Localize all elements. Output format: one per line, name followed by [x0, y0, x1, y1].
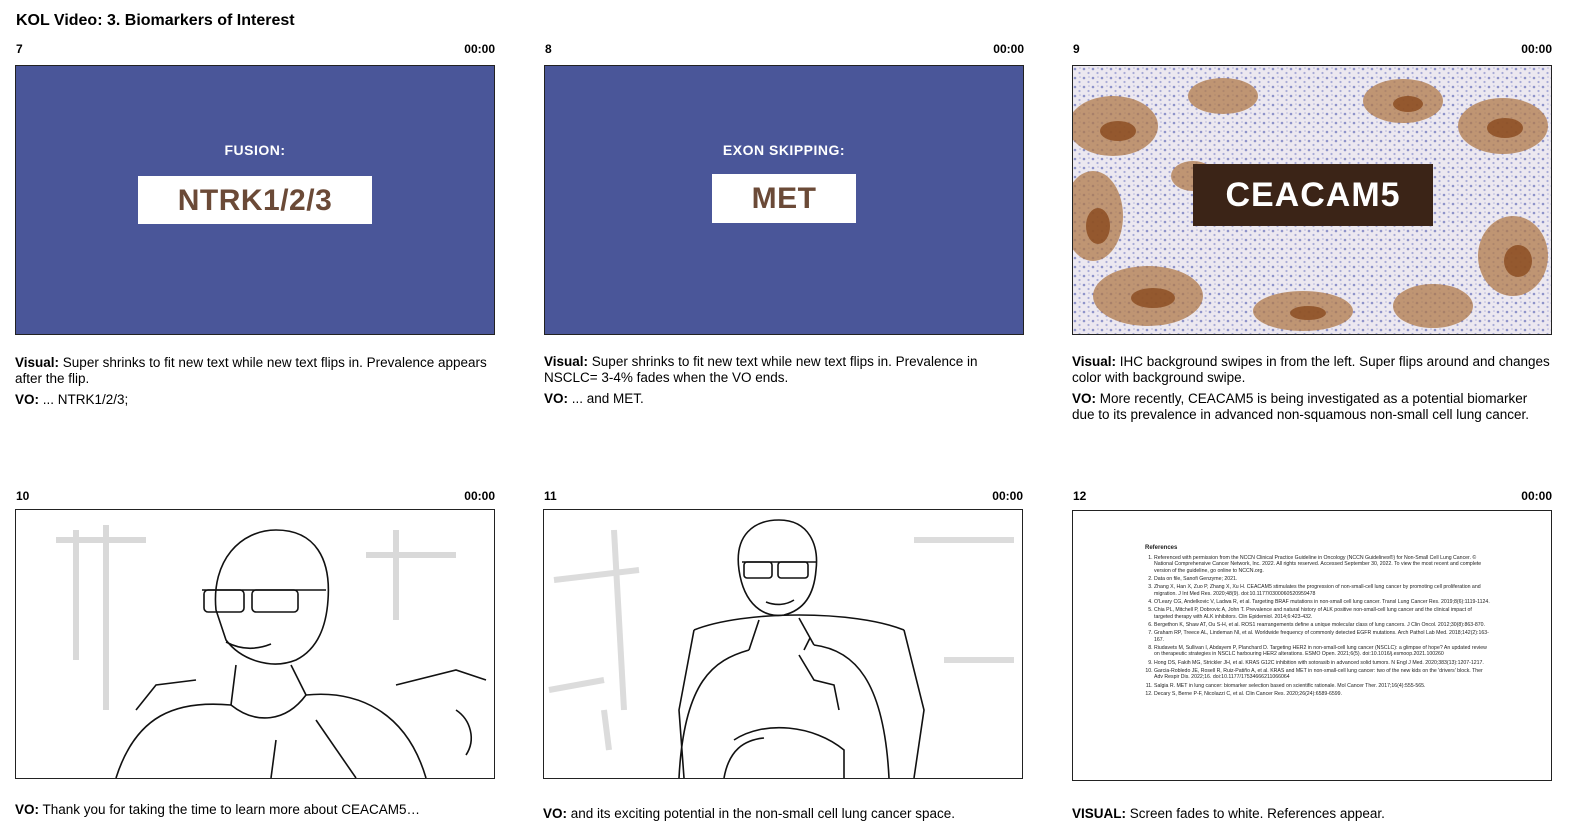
- reference-item: 9. Hong DS, Fakih MG, Strickler JH, et al. KRAS G12C inhibition with sotorasib in advanced solid tumors. N Engl J Med. 2020;383(13):1207-1217.: [1154, 660, 1490, 666]
- panel-description: [1072, 354, 1552, 428]
- reference-item: 4. O'Leary CG, Andelkovic V, Ladwa R, et al. Targeting BRAF mutations in non-small cell lung cancer. Transl Lung Cancer Res. 2019;8(6):1119-1124.: [1154, 599, 1490, 605]
- panel-frame-ihc-image: [1072, 65, 1552, 335]
- storyboard-panel-10: [15, 489, 495, 817]
- super-label: FUSION:: [224, 142, 286, 158]
- interview-sketch-illustration: [544, 510, 1022, 778]
- storyboard-panel-8: [544, 42, 1024, 406]
- reference-item: 2. Data on file, Sanofi Genzyme; 2021.: [1154, 576, 1490, 582]
- super-value-box: NTRK1/2/3: [138, 176, 372, 224]
- reference-item: 5. Chia PL, Mitchell P, Dobrovic A, John T. Prevalence and natural history of ALK positive non-small-cell lung cancer and the clinical impact of targeted therapy with ALK inhibitors. Clin Epidemiol. 2014;6:423-432.: [1154, 607, 1490, 619]
- references-heading: References: [1145, 545, 1178, 551]
- panel-frame: [15, 65, 495, 335]
- visual-note: Visual: IHC background swipes in from the left. Super flips around and changes color with background swipe.: [1072, 354, 1550, 385]
- panel-timecode: 00:00: [1521, 42, 1552, 56]
- panel-header: [15, 489, 495, 505]
- reference-item: 10. Garcia-Robledo JE, Rosell R, Ruiz-Patiño A, et al. KRAS and MET in non-small-cell lung cancer: two of the new kids on the 'drivers' block. Ther Adv Respir Dis. 2022;16. doi:10.1177/17534666211066064: [1154, 668, 1490, 680]
- panel-header: [543, 489, 1023, 505]
- panel-frame-sketch: [543, 509, 1023, 779]
- panel-number: 12: [1073, 489, 1087, 503]
- panel-timecode: 00:00: [1521, 489, 1552, 503]
- vo-note: VO: and its exciting potential in the non-small cell lung cancer space.: [543, 806, 955, 821]
- panel-timecode: 00:00: [464, 489, 495, 503]
- reference-item: 12. Decary S, Berne P-F, Nicolazzi C, et al. Clin Cancer Res. 2020;26(24):6589-6599.: [1154, 691, 1490, 697]
- vo-note: VO: ... NTRK1/2/3;: [15, 392, 129, 407]
- panel-description: [15, 355, 495, 413]
- panel-number: 10: [16, 489, 30, 503]
- panel-description: [1072, 806, 1552, 827]
- visual-note: Visual: Super shrinks to fit new text while new text flips in. Prevalence appears after the flip.: [15, 355, 487, 386]
- reference-item: 6. Bergethon K, Shaw AT, Ou S-H, et al. ROS1 rearrangements define a unique molecular class of lung cancers. J Clin Oncol. 2012;30(8):863-870.: [1154, 622, 1490, 628]
- panel-header: [1072, 489, 1552, 505]
- super-value-box: CEACAM5: [1193, 164, 1433, 226]
- reference-item: 7. Graham RP, Treece AL, Lindeman NI, et al. Worldwide frequency of commonly detected EGFR mutations. Arch Pathol Lab Med. 2018;142(2):163-167.: [1154, 630, 1490, 642]
- panel-number: 11: [544, 489, 557, 503]
- panel-number: 9: [1073, 42, 1080, 56]
- page-title: KOL Video: 3. Biomarkers of Interest: [16, 12, 295, 29]
- panel-description: [543, 806, 1023, 827]
- reference-item: 1. Referenced with permission from the NCCN Clinical Practice Guideline in Oncology (NCCN Guidelines®) for Non-Small Cell Lung Cancer. © National Comprehensive Cancer Network, Inc. 2022. All rights reserved. Accessed September 30, 2022. To view the most recent and complete version of the guideline, go online to NCCN.org.: [1154, 555, 1490, 574]
- vo-note: VO: More recently, CEACAM5 is being investigated as a potential biomarker due to its prevalence in advanced non-squamous non-small cell lung cancer.: [1072, 391, 1530, 422]
- panel-timecode: 00:00: [464, 42, 495, 56]
- vo-note: VO: ... and MET.: [544, 391, 644, 406]
- panel-number: 7: [16, 42, 23, 56]
- vo-note: VO: Thank you for taking the time to learn more about CEACAM5…: [15, 802, 420, 817]
- panel-description: [15, 802, 495, 823]
- panel-description: [544, 354, 1024, 412]
- panel-timecode: 00:00: [992, 489, 1023, 503]
- storyboard-panel-12: [1072, 489, 1552, 821]
- references-list: [1145, 555, 1490, 697]
- panel-header: [1072, 42, 1552, 58]
- panel-timecode: 00:00: [993, 42, 1024, 56]
- reference-item: 11. Salgia R. MET in lung cancer: biomarker selection based on scientific rationale. Mol Cancer Ther. 2017;16(4):555-565.: [1154, 683, 1490, 689]
- panel-frame: [544, 65, 1024, 335]
- panel-header: [15, 42, 495, 58]
- interview-sketch-illustration: [16, 510, 494, 778]
- super-label: EXON SKIPPING:: [722, 142, 846, 158]
- reference-item: 3. Zhang X, Han X, Zuo P, Zhang X, Xu H. CEACAM5 stimulates the progression of non-small-cell lung cancer by promoting cell proliferation and migration. J Int Med Res. 2020;48(9). doi:10.1177/0300060520959478: [1154, 584, 1490, 596]
- references-slide: [1145, 545, 1490, 699]
- visual-note: VISUAL: Screen fades to white. References appear.: [1072, 806, 1385, 821]
- storyboard-panel-11: [543, 489, 1023, 821]
- panel-header: [544, 42, 1024, 58]
- storyboard-panel-9: [1072, 42, 1552, 422]
- panel-frame-references: [1072, 510, 1552, 781]
- panel-number: 8: [545, 42, 552, 56]
- visual-note: Visual: Super shrinks to fit new text while new text flips in. Prevalence in NSCLC= 3-4% fades when the VO ends.: [544, 354, 978, 385]
- panel-frame-sketch: [15, 509, 495, 779]
- storyboard-panel-7: [15, 42, 495, 407]
- super-value-box: MET: [712, 174, 856, 223]
- reference-item: 8. Riudavets M, Sullivan I, Abdayem P, Planchard D. Targeting HER2 in non-small-cell lung cancer (NSCLC): a glimpse of hope? An updated review on therapeutic strategies in NSCLC harbouring HER2 alterations. ESMO Open. 2021;6(5). doi:10.1016/j.esmoop.2021.100260: [1154, 645, 1490, 657]
